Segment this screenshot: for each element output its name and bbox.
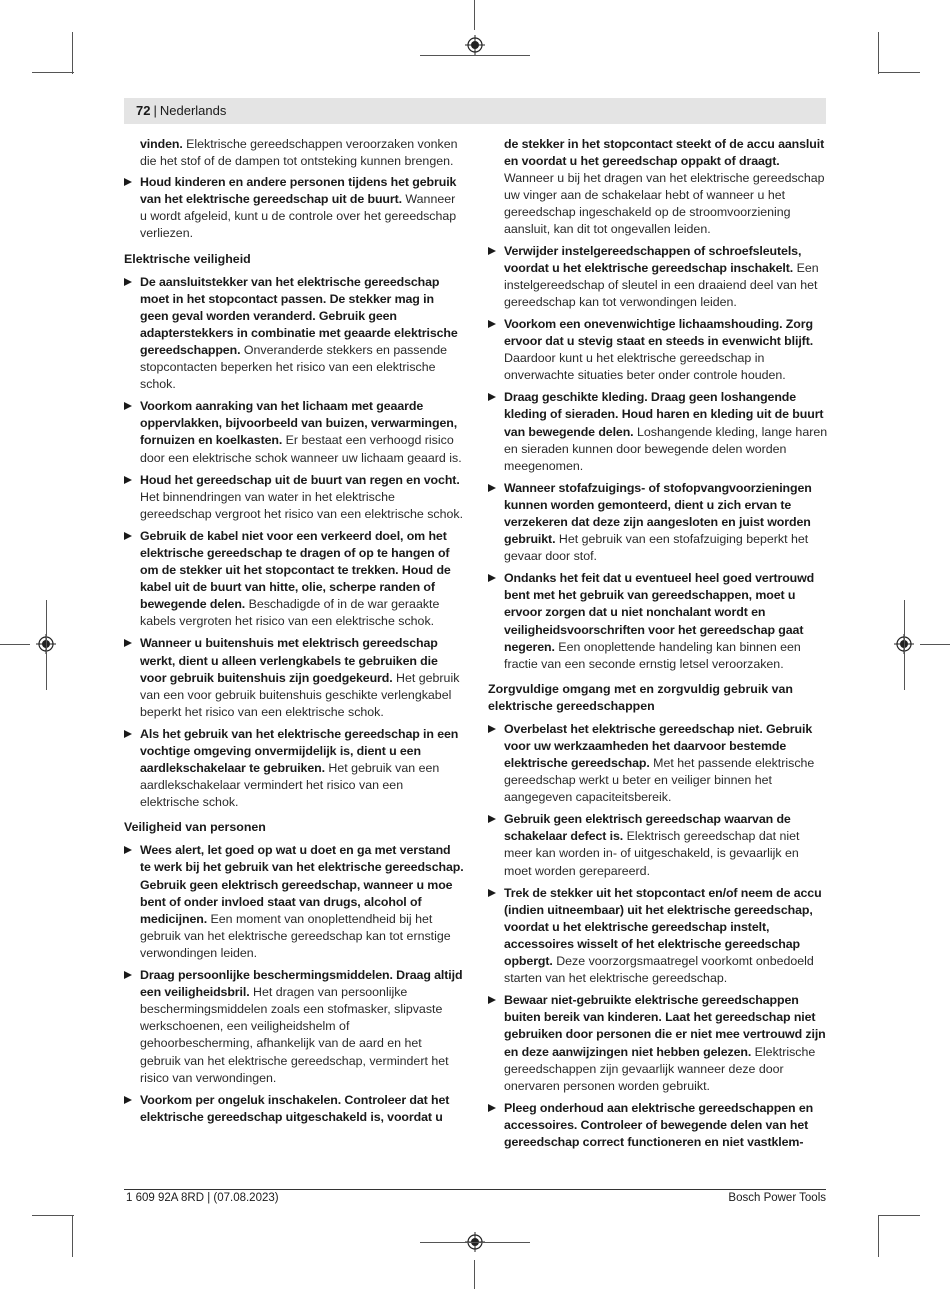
header-separator: |	[153, 103, 157, 118]
bold-instruction: Wees alert, let goed op wat u doet en ga met verstand te werk bij het gebruik van het elektrische gereedschap. Gebruik geen elektrisch gereedschap, wanneer u moe bent of onder invloed staat van drugs, alcohol of medicijnen.	[140, 843, 464, 926]
bullet-triangle-icon	[488, 996, 496, 1004]
paragraph	[488, 136, 828, 239]
footer-divider	[124, 1189, 826, 1190]
bullet-triangle-icon	[488, 247, 496, 255]
crop-mark	[420, 55, 530, 56]
bullet-item	[488, 885, 828, 988]
bullet-triangle-icon	[488, 320, 496, 328]
crop-mark	[474, 0, 475, 30]
crop-mark	[0, 644, 30, 645]
bold-instruction: De aansluitstekker van het elektrische gereedschap moet in het stopcontact passen. De stekker mag in geen geval worden veranderd. Gebruik geen adapterstekkers in combinatie met geaarde elektrische gereedschappen.	[140, 274, 458, 357]
crop-mark	[46, 600, 47, 690]
explanation-text: Met het passende elektrische gereedschap werkt u beter en veiliger binnen het aangegeven capaciteitsbereik.	[504, 756, 815, 805]
paragraph	[124, 136, 464, 170]
bullet-triangle-icon	[488, 889, 496, 897]
bold-instruction: Ondanks het feit dat u eventueel heel goed vertrouwd bent met het gebruik van gereedschappen, moet u ervoor zorgen dat u niet nonchalant wordt en veiligheidsvoorschriften voor het gereedschap gaat negeren.	[504, 571, 815, 654]
bold-instruction: Houd kinderen en andere personen tijdens het gebruik van het elektrische gereedschap uit de buurt.	[140, 175, 457, 207]
explanation-text: Een onoplettende handeling kan binnen een fractie van een seconde ernstig letsel veroorzaken.	[504, 639, 801, 671]
bullet-triangle-icon	[124, 402, 132, 410]
crop-mark	[420, 1242, 530, 1243]
section-heading: Veiligheid van personen	[124, 820, 266, 835]
crop-mark	[878, 32, 879, 74]
right-column	[488, 136, 828, 1156]
bold-instruction: vinden.	[140, 137, 183, 151]
bold-instruction: Voorkom per ongeluk inschakelen. Controleer dat het elektrische gereedschap uitgeschakeld is, voordat u	[140, 1092, 450, 1124]
explanation-text: Elektrische gereedschappen zijn gevaarlijk wanneer deze door onervaren personen worden gebruikt.	[504, 1044, 816, 1093]
bold-instruction: Voorkom een onevenwichtige lichaamshouding. Zorg ervoor dat u stevig staat en steeds in evenwicht blijft.	[504, 316, 814, 349]
bold-instruction: de stekker in het stopcontact steekt of de accu aansluit en voordat u het gereedschap oppakt of draagt.	[504, 137, 825, 169]
crop-mark	[878, 72, 920, 73]
bullet-triangle-icon	[124, 178, 132, 186]
bold-instruction: Gebruik de kabel niet voor een verkeerd doel, om het elektrische gereedschap te dragen of op te hangen of om de stekker uit het stopcontact te trekken. Houd de kabel uit de buurt van hitte, olie, scherpe randen of bewegende delen.	[140, 528, 451, 612]
crop-mark	[904, 600, 905, 690]
page-number: 72	[136, 103, 151, 118]
explanation-text: Er bestaat een verhoogd risico door een elektrische schok wanneer uw lichaam geaard is.	[140, 433, 462, 465]
bullet-item	[124, 274, 464, 394]
left-column	[124, 136, 464, 1131]
bullet-item	[124, 842, 464, 962]
explanation-text: Elektrisch gereedschap dat niet meer kan worden in- of uitgeschakeld, is gevaarlijk en moet worden gerepareerd.	[504, 829, 800, 878]
bold-instruction: Draag persoonlijke beschermingsmiddelen. Draag altijd een veiligheidsbril.	[140, 968, 463, 1000]
explanation-text: Onveranderde stekkers en passende stopcontacten beperken het risico van een elektrische schok.	[140, 342, 448, 392]
page-header	[124, 98, 826, 124]
bullet-item	[488, 389, 828, 474]
bullet-triangle-icon	[124, 639, 132, 647]
bullet-triangle-icon	[488, 725, 496, 733]
bullet-item	[124, 174, 464, 242]
bullet-item	[124, 1092, 464, 1126]
bullet-triangle-icon	[488, 1104, 496, 1112]
bullet-triangle-icon	[488, 484, 496, 492]
bullet-item	[488, 243, 828, 311]
bullet-triangle-icon	[124, 476, 132, 484]
bullet-triangle-icon	[124, 278, 132, 286]
explanation-text: Het gebruik van een stofafzuiging beperkt het gevaar door stof.	[504, 532, 809, 564]
bullet-item	[488, 570, 828, 673]
bullet-item	[488, 721, 828, 806]
explanation-text: Deze voorzorgsmaatregel voorkomt onbedoeld starten van het elektrische gereedschap.	[504, 954, 814, 986]
bold-instruction: Draag geschikte kleding. Draag geen loshangende kleding of sieraden. Houd haren en kleding uit de buurt van bewegende delen.	[504, 390, 824, 439]
crop-mark	[920, 644, 950, 645]
bold-instruction: Wanneer u buitenshuis met elektrisch gereedschap werkt, dient u alleen verlengkabels te gebruiken die voor gebruik buitenshuis zijn goedgekeurd.	[140, 636, 438, 685]
bullet-item	[488, 811, 828, 879]
bullet-triangle-icon	[488, 393, 496, 401]
crop-mark	[32, 1215, 74, 1216]
section-heading: Zorgvuldige omgang met en zorgvuldig gebruik van elektrische gereedschappen	[488, 681, 793, 713]
bold-instruction: Voorkom aanraking van het lichaam met geaarde oppervlakken, bijvoorbeeld van buizen, verwarmingen, fornuizen en koelkasten.	[140, 399, 458, 448]
header-language: Nederlands	[159, 103, 227, 118]
bold-instruction: Trek de stekker uit het stopcontact en/of neem de accu (indien uitneembaar) uit het elektrische gereedschap, voordat u het elektrische gereedschap instelt, accessoires wisselt of het elektrische gereedschap opbergt.	[504, 885, 822, 969]
bullet-item	[124, 726, 464, 811]
footer-brand: Bosch Power Tools	[728, 1192, 826, 1204]
explanation-text: Beschadigde of in de war geraakte kabels vergroten het risico van een elektrische schok.	[140, 597, 440, 629]
explanation-text: Het dragen van persoonlijke beschermingsmiddelen zoals een stofmasker, slipvaste werkschoenen, een veiligheidshelm of gehoorbescherming, afhankelijk van de aard en het gebruik van het elektrische gereedschap, vermindert het risico van verwondingen.	[140, 985, 449, 1085]
crop-mark	[32, 72, 74, 73]
explanation-text: Een instelgereedschap of sleutel in een draaiend deel van het gereedschap kan tot verwondingen leiden.	[504, 260, 819, 309]
bullet-item	[488, 480, 828, 565]
bullet-item	[124, 398, 464, 466]
explanation-text: Wanneer u wordt afgeleid, kunt u de controle over het gereedschap verliezen.	[140, 192, 457, 241]
bullet-triangle-icon	[124, 971, 132, 979]
bullet-item	[488, 1100, 828, 1151]
crop-mark	[474, 1260, 475, 1289]
bullet-triangle-icon	[124, 532, 132, 540]
bold-instruction: Overbelast het elektrische gereedschap niet. Gebruik voor uw werkzaamheden het daarvoor bestemde elektrische gereedschap.	[504, 721, 813, 770]
explanation-text: Het gebruik van een voor gebruik buitenshuis geschikte verlengkabel beperkt het risico van een elektrische schok.	[140, 670, 460, 719]
bullet-item	[124, 635, 464, 720]
explanation-text: Elektrische gereedschappen veroorzaken vonken die het stof of de dampen tot ontsteking kunnen brengen.	[140, 137, 458, 169]
bold-instruction: Verwijder instelgereedschappen of schroefsleutels, voordat u het elektrische gereedschap inschakelt.	[504, 243, 802, 275]
bold-instruction: Pleeg onderhoud aan elektrische gereedschappen en accessoires. Controleer of bewegende delen van het gereedschap correct functioneren en niet vastklem-	[504, 1100, 814, 1149]
bold-instruction: Bewaar niet-gebruikte elektrische gereedschappen buiten bereik van kinderen. Laat het gereedschap niet gebruiken door personen die er niet mee vertrouwd zijn en deze aanwijzingen niet hebben gelezen.	[504, 993, 826, 1059]
explanation-text: Het gebruik van een aardlekschakelaar vermindert het risico van een elektrische schok.	[140, 761, 440, 810]
crop-mark	[72, 1215, 73, 1257]
bold-instruction: Gebruik geen elektrisch gereedschap waarvan de schakelaar defect is.	[504, 812, 791, 844]
crop-mark	[878, 1215, 879, 1257]
explanation-text: Loshangende kleding, lange haren en sieraden kunnen door bewegende delen worden meegenomen.	[504, 424, 828, 473]
bullet-item	[124, 967, 464, 1087]
bullet-item	[124, 472, 464, 523]
bold-instruction: Wanneer stofafzuigings- of stofopvangvoorzieningen kunnen worden gemonteerd, dient u zich ervan te verzekeren dat deze zijn aangesloten en juist worden gebruikt.	[504, 480, 812, 547]
registration-mark-icon	[465, 35, 485, 55]
bullet-triangle-icon	[124, 730, 132, 738]
bold-instruction: Houd het gereedschap uit de buurt van regen en vocht.	[140, 472, 460, 487]
bullet-item	[488, 992, 828, 1095]
crop-mark	[72, 32, 73, 74]
explanation-text: Het binnendringen van water in het elektrische gereedschap vergroot het risico van een elektrische schok.	[140, 489, 464, 521]
bullet-triangle-icon	[124, 1096, 132, 1104]
bullet-triangle-icon	[488, 815, 496, 823]
bullet-item	[124, 528, 464, 631]
bullet-item	[488, 316, 828, 384]
section-heading: Elektrische veiligheid	[124, 251, 251, 266]
explanation-text: Een moment van onoplettendheid bij het gebruik van het elektrische gereedschap kan tot ernstige verwondingen leiden.	[140, 911, 451, 960]
crop-mark	[878, 1215, 920, 1216]
footer-document-id: 1 609 92A 8RD | (07.08.2023)	[126, 1192, 279, 1204]
bullet-triangle-icon	[488, 574, 496, 582]
bold-instruction: Als het gebruik van het elektrische gereedschap in een vochtige omgeving onvermijdelijk is, dient u een aardlekschakelaar te gebruiken.	[140, 726, 459, 776]
bullet-triangle-icon	[124, 846, 132, 854]
explanation-text: Daardoor kunt u het elektrische gereedschap in onverwachte situaties beter onder controle houden.	[504, 351, 786, 383]
explanation-text: Wanneer u bij het dragen van het elektrische gereedschap uw vinger aan de schakelaar hebt of wanneer u het gereedschap ingeschakeld op de stroomvoorziening aansluit, kan dit tot ongevallen leiden.	[504, 171, 825, 237]
